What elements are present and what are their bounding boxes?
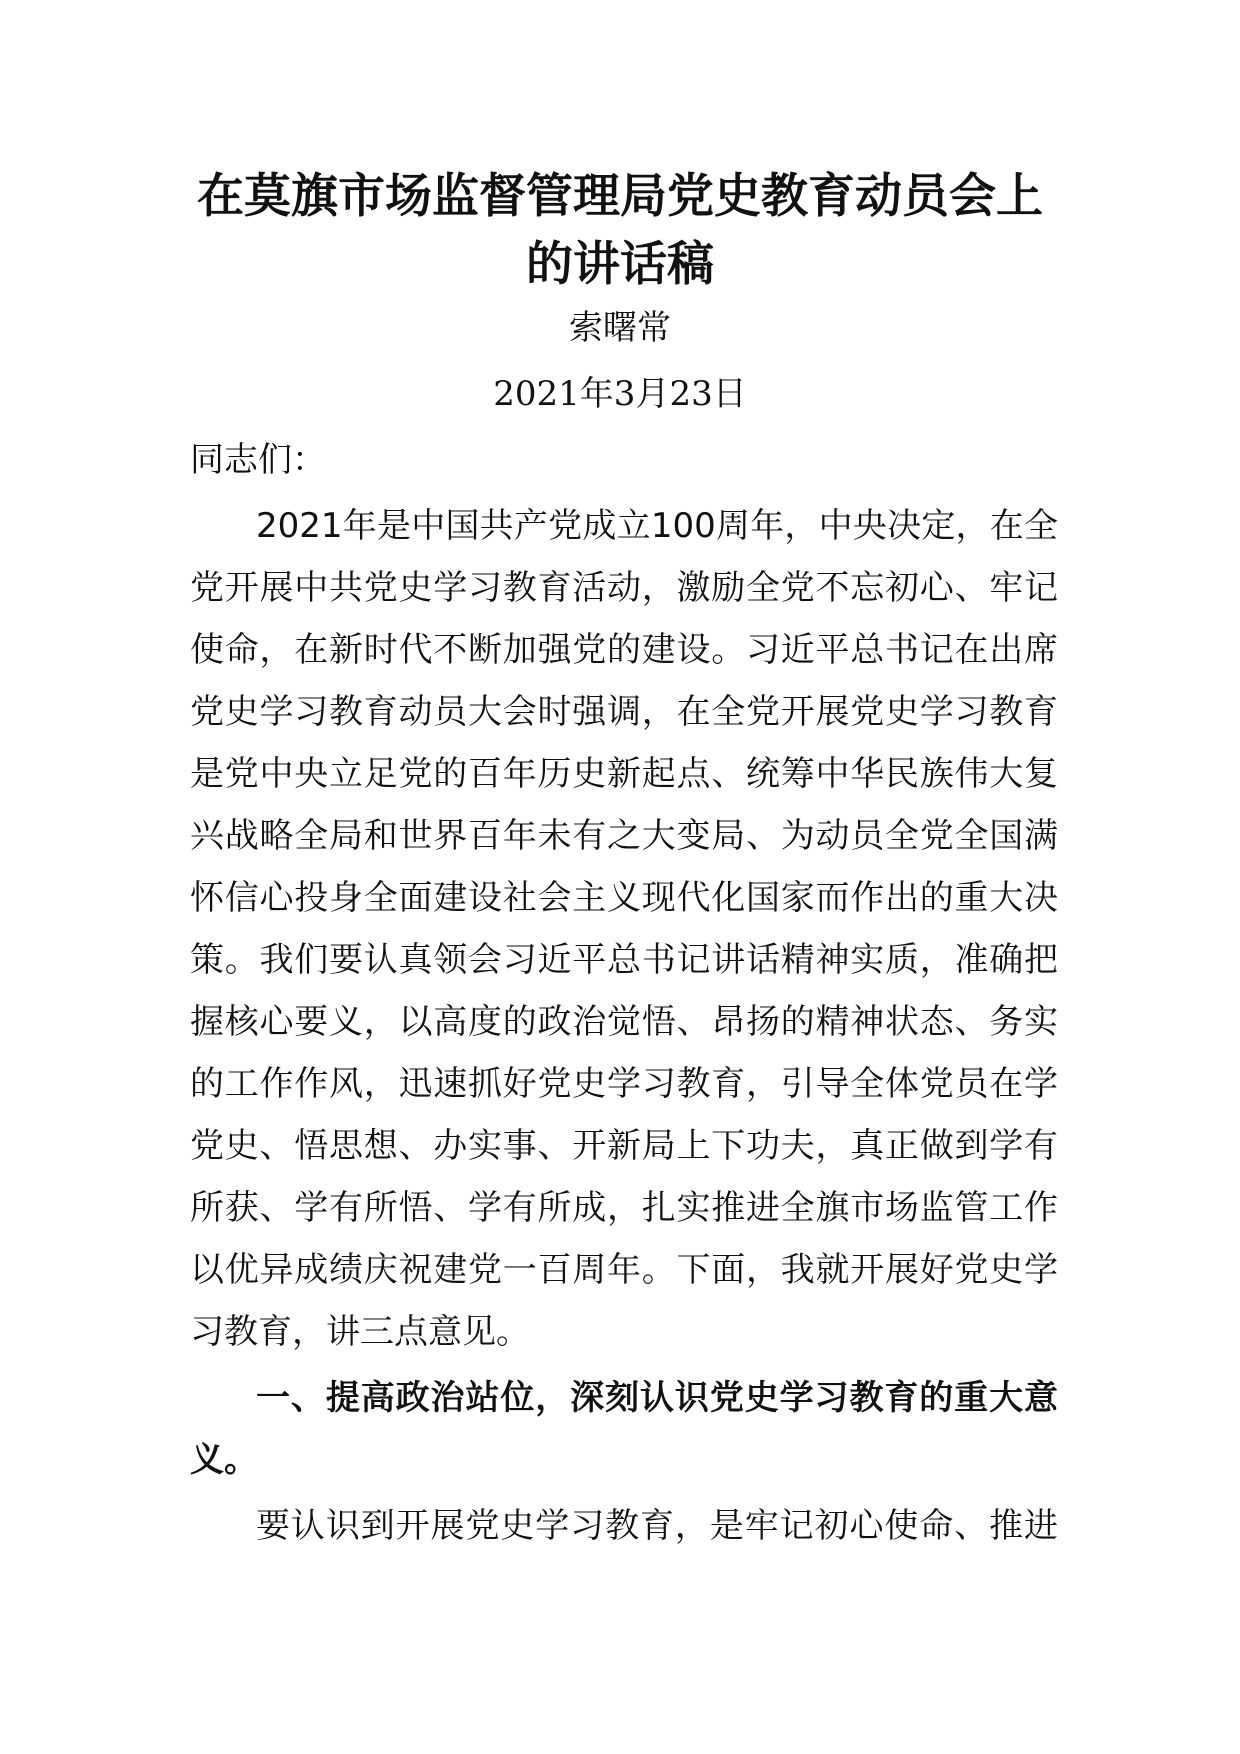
paragraph-1-line: 兴战略全局和世界百年未有之大变局、为动员全党全国满 [190,816,1058,856]
paragraph-1-line: 握核心要义，以高度的政治觉悟、昂扬的精神状态、务实 [190,1002,1058,1042]
document-title-line-1: 在莫旗市场监督管理局党史教育动员会上 [197,169,1043,224]
paragraph-1-line: 以优异成绩庆祝建党一百周年。下面，我就开展好党史学 [190,1250,1058,1290]
paragraph-1-line: 2021年是中国共产党成立100周年，中央决定，在全 [256,506,1058,546]
paragraph-2-line: 要认识到开展党史学习教育，是牢记初心使命、推进 [256,1506,1058,1546]
paragraph-1-line: 使命，在新时代不断加强党的建设。习近平总书记在出席 [190,630,1058,670]
paragraph-1-line: 习教育，讲三点意见。 [190,1312,530,1352]
paragraph-1-line: 党史、悟思想、办实事、开新局上下功夫，真正做到学有 [190,1126,1058,1166]
paragraph-1-line: 是党中央立足党的百年历史新起点、统筹中华民族伟大复 [190,754,1058,794]
paragraph-1-line: 策。我们要认真领会习近平总书记讲话精神实质，准确把 [190,940,1058,980]
salutation: 同志们： [190,440,326,480]
speech-date: 2021年3月23日 [493,374,747,414]
paragraph-1-line: 所获、学有所悟、学有所成，扎实推进全旗市场监管工作 [190,1188,1058,1228]
author-name: 索曙常 [569,308,671,348]
section-heading-1-line: 一、提高政治站位，深刻认识党史学习教育的重大意 [256,1378,1058,1418]
section-heading-1-line: 义。 [190,1440,258,1480]
paragraph-1-line: 怀信心投身全面建设社会主义现代化国家而作出的重大决 [190,878,1058,918]
document-title-line-2: 的讲话稿 [526,237,714,292]
paragraph-1-line: 党开展中共党史学习教育活动，激励全党不忘初心、牢记 [190,568,1058,608]
paragraph-1-line: 的工作作风，迅速抓好党史学习教育，引导全体党员在学 [190,1064,1058,1104]
paragraph-1-line: 党史学习教育动员大会时强调，在全党开展党史学习教育 [190,692,1058,732]
